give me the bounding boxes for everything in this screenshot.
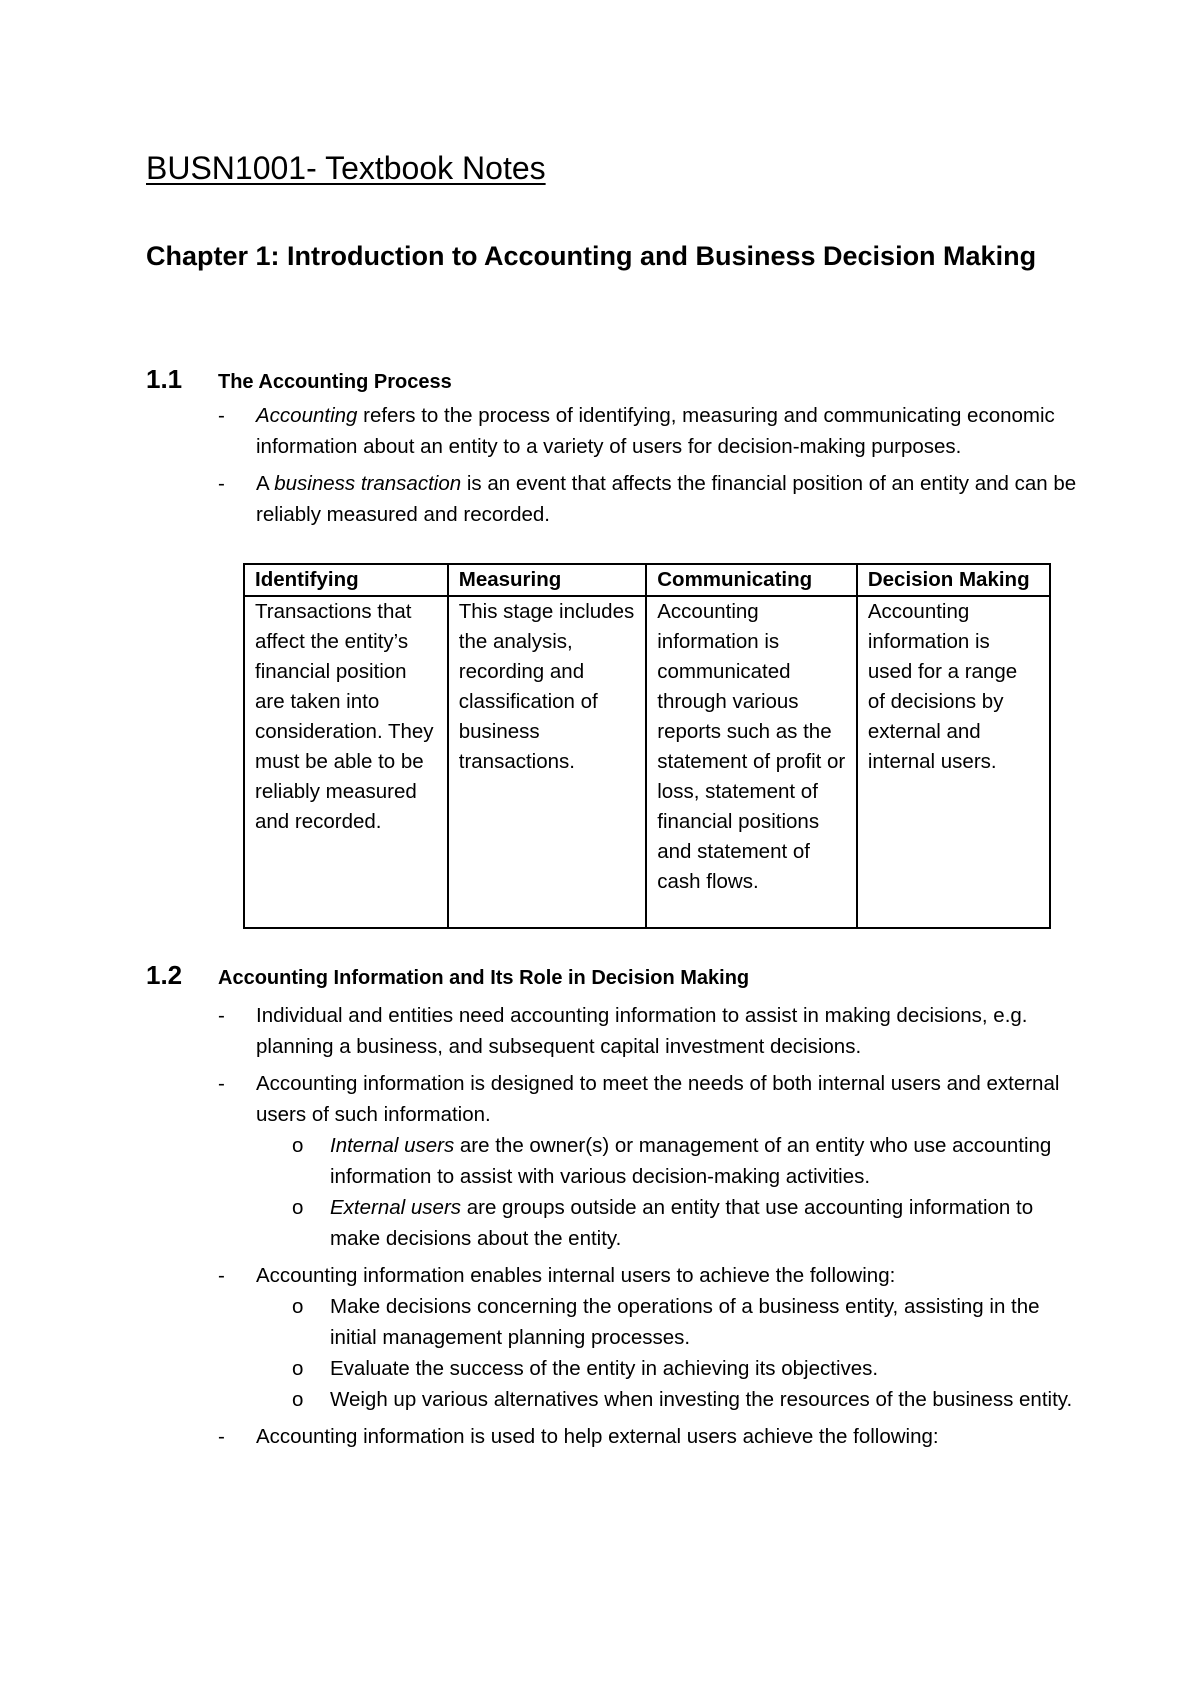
- list-item: [218, 400, 1078, 462]
- document-title: BUSN1001- Textbook Notes: [146, 150, 546, 186]
- item-text: Make decisions concerning the operations of a business entity, assisting in the initial management planning processes.: [330, 1295, 1040, 1349]
- list-item: [218, 468, 1078, 530]
- item-text: are groups outside an entity that use accounting information to make decisions about the entity.: [330, 1196, 1034, 1250]
- dash-bullet: -: [218, 404, 225, 427]
- section-heading-1-1: [146, 364, 452, 395]
- list-item: [218, 1068, 1078, 1254]
- section-title: Accounting Information and Its Role in Decision Making: [218, 967, 750, 989]
- section-number: 1.2: [146, 960, 183, 990]
- item-text: Accounting information is used to help external users achieve the following:: [256, 1425, 939, 1448]
- circle-bullet: o: [292, 1196, 304, 1219]
- item-text: are the owner(s) or management of an entity who use accounting information to assist with various decision-making activities.: [330, 1134, 1052, 1188]
- term: Accounting: [256, 404, 358, 427]
- table-row: [244, 596, 1050, 928]
- chapter-title: Chapter 1: Introduction to Accounting and Business Decision Making: [146, 241, 1037, 271]
- table-header-row: [244, 564, 1050, 596]
- item-prefix: A: [256, 472, 275, 495]
- term: External users: [330, 1196, 462, 1219]
- sub-list-item: [256, 1130, 1078, 1192]
- item-text: Evaluate the success of the entity in achieving its objectives.: [330, 1357, 879, 1380]
- table-cell: Transactions that affect the entity’s financial position are taken into consideration. They must be able to be reliably measured and recorded.: [244, 596, 448, 928]
- dash-bullet: -: [218, 1004, 225, 1027]
- item-text: Accounting information is designed to meet the needs of both internal users and external users of such information.: [256, 1072, 1060, 1126]
- circle-bullet: o: [292, 1134, 304, 1157]
- item-text: Weigh up various alternatives when investing the resources of the business entity.: [330, 1388, 1073, 1411]
- sub-list-item: [256, 1384, 1078, 1415]
- item-text: Individual and entities need accounting information to assist in making decisions, e.g. planning a business, and subsequent capital investment decisions.: [256, 1004, 1028, 1058]
- dash-bullet: -: [218, 1264, 225, 1287]
- table-cell: Accounting information is used for a range of decisions by external and internal users.: [857, 596, 1050, 928]
- term: Internal users: [330, 1134, 455, 1157]
- table-header-cell: Communicating: [646, 564, 857, 596]
- item-text: Accounting information enables internal users to achieve the following:: [256, 1264, 896, 1287]
- sub-list: [256, 1130, 1078, 1254]
- table-cell: This stage includes the analysis, recording and classification of business transactions.: [448, 596, 647, 928]
- sub-list-item: [256, 1291, 1078, 1353]
- item-text: refers to the process of identifying, measuring and communicating economic information about an entity to a variety of users for decision-making purposes.: [256, 404, 1055, 458]
- section-heading-1-2: [146, 960, 749, 991]
- dash-bullet: -: [218, 1072, 225, 1095]
- list-item: [218, 1000, 1078, 1062]
- section-1-1-list: [218, 400, 1078, 536]
- dash-bullet: -: [218, 472, 225, 495]
- dash-bullet: -: [218, 1425, 225, 1448]
- section-title: The Accounting Process: [218, 371, 452, 393]
- term: business transaction: [274, 472, 462, 495]
- circle-bullet: o: [292, 1357, 304, 1380]
- section-number: 1.1: [146, 364, 183, 394]
- sub-list-item: [256, 1353, 1078, 1384]
- list-item: [218, 1260, 1078, 1415]
- list-item: [218, 1421, 1078, 1452]
- table-header-cell: Identifying: [244, 564, 448, 596]
- table-header-cell: Decision Making: [857, 564, 1050, 596]
- section-1-2-list: [218, 1000, 1078, 1458]
- circle-bullet: o: [292, 1388, 304, 1411]
- sub-list: [256, 1291, 1078, 1415]
- circle-bullet: o: [292, 1295, 304, 1318]
- sub-list-item: [256, 1192, 1078, 1254]
- table-header-cell: Measuring: [448, 564, 647, 596]
- table-cell: Accounting information is communicated through various reports such as the statement of profit or loss, statement of financial positions and statement of cash flows.: [646, 596, 857, 928]
- item-text: is an event that affects the financial position of an entity and can be reliably measured and recorded.: [256, 472, 1077, 526]
- accounting-process-table: [243, 563, 1051, 929]
